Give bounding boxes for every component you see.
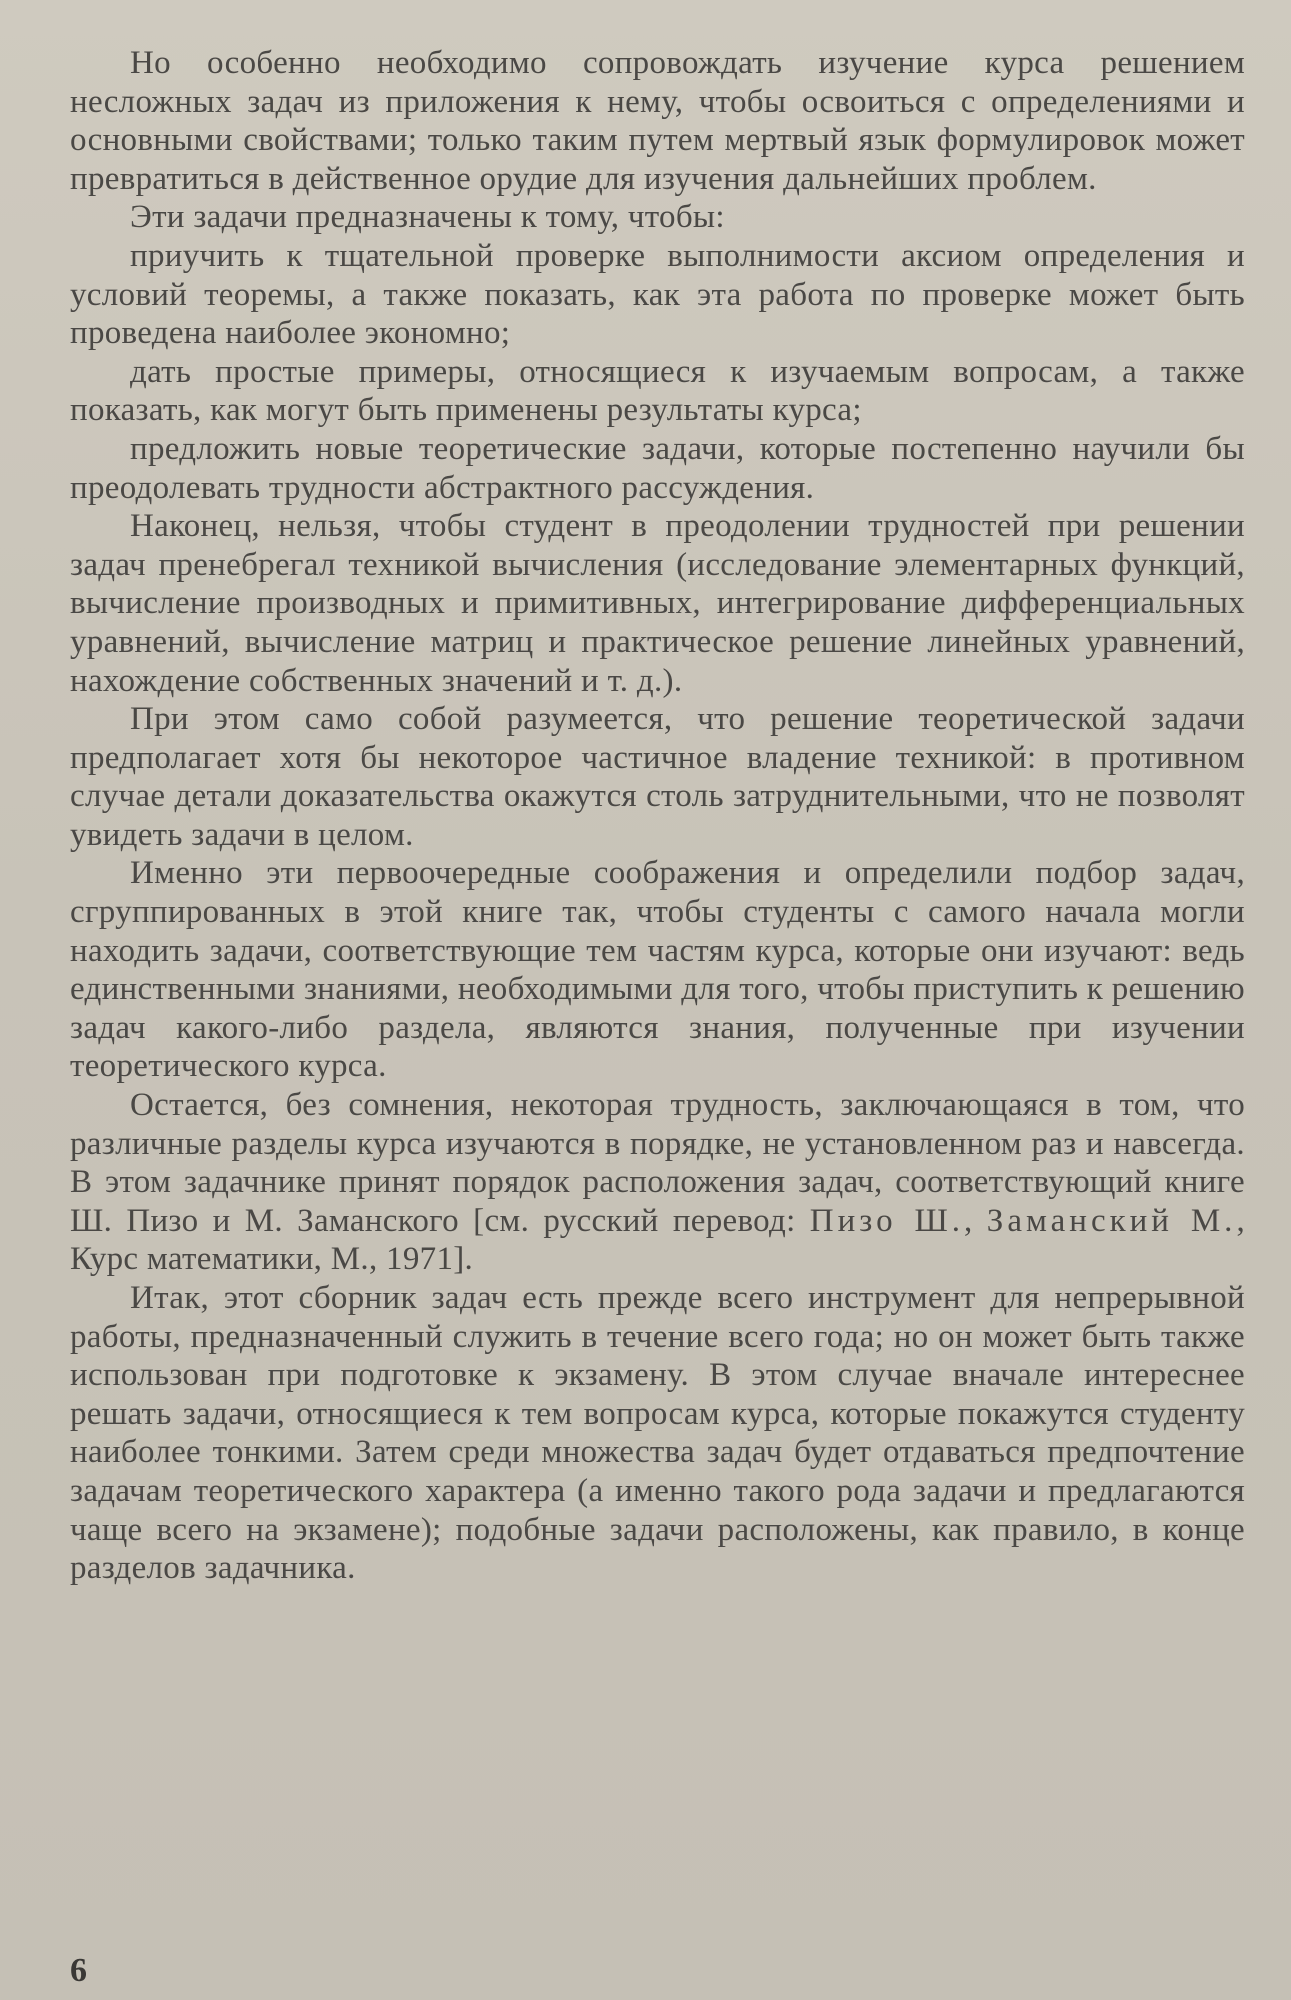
paragraph-4: дать простые примеры, относящиеся к изучаемым вопросам, а также показать, как могут быть применены результаты курса; [70,353,1245,429]
paragraph-2: Эти задачи предназначены к тому, чтобы: [130,199,725,236]
paragraph-7: При этом само собой разумеется, что решение теоретической задачи предполагает хотя бы некоторое частичное владение техникой: в противном случае детали доказательства окажутся столь затруднительными, что не позволят увидеть задачи в целом. [70,701,1245,853]
paragraph-9-after: , Курс математики, М., 1971]. [70,1202,1245,1278]
paragraph-10: Итак, этот сборник задач есть прежде всего инструмент для непрерывной работы, предназначенный служить в течение всего года; но он может быть также использован при подготовке к экзамену. В этом случае вначале интереснее решать задачи, относящиеся к тем вопросам курса, которые покажутся студенту наиболее тонкими. Затем среди множества задач будет отдаваться предпочтение задачам теоретического характера (а именно такого рода задачи и предлагаются чаще всего на экзамене); подобные задачи расположены, как правило, в конце разделов задачника. [70,1280,1245,1587]
paragraph-3: приучить к тщательной проверке выполнимости аксиом определения и условий теоремы, а также показать, как эта работа по проверке может быть проведена наиболее экономно; [70,237,1245,352]
paragraph-9-separator: , [964,1202,987,1239]
page-number: 6 [70,1952,87,1989]
paragraph-1: Но особенно необходимо сопровождать изучение курса решением несложных задач из приложения к нему, чтобы освоиться с определениями и основными свойствами; только таким путем мертвый язык формулировок может превратиться в действенное орудие для изучения дальнейших проблем. [70,45,1245,197]
author-zamansky: Заманский М. [986,1202,1237,1239]
paragraph-9-before: Остается, без сомнения, некоторая трудность, заключающаяся в том, что различные разделы курса изучаются в порядке, не установленном раз и навсегда. В этом задачнике принят порядок расположения задач, соответствующий книге Ш. Пизо и М. Заманского [см. русский перевод: [70,1087,1245,1239]
page-text [70,44,1245,1984]
paragraph-5: предложить новые теоретические задачи, которые постепенно научили бы преодолевать трудности абстрактного рассуждения. [70,430,1245,506]
paragraph-8: Именно эти первоочередные соображения и определили подбор задач, сгруппированных в этой книге так, чтобы студенты с самого начала могли находить задачи, соответствующие тем частям курса, которые они изучают: ведь единственными знаниями, необходимыми для того, чтобы приступить к решению задач какого-либо раздела, являются знания, полученные при изучении теоретического курса. [70,855,1245,1085]
paragraph-6: Наконец, нельзя, чтобы студент в преодолении трудностей при решении задач пренебрегал техникой вычисления (исследование элементарных функций, вычисление производных и примитивных, интегрирование дифференциальных уравнений, вычисление матриц и практическое решение линейных уравнений, нахождение собственных значений и т. д.). [70,508,1245,699]
author-pisot: Пизо Ш. [809,1202,965,1239]
paragraph-9 [70,1086,1245,1279]
